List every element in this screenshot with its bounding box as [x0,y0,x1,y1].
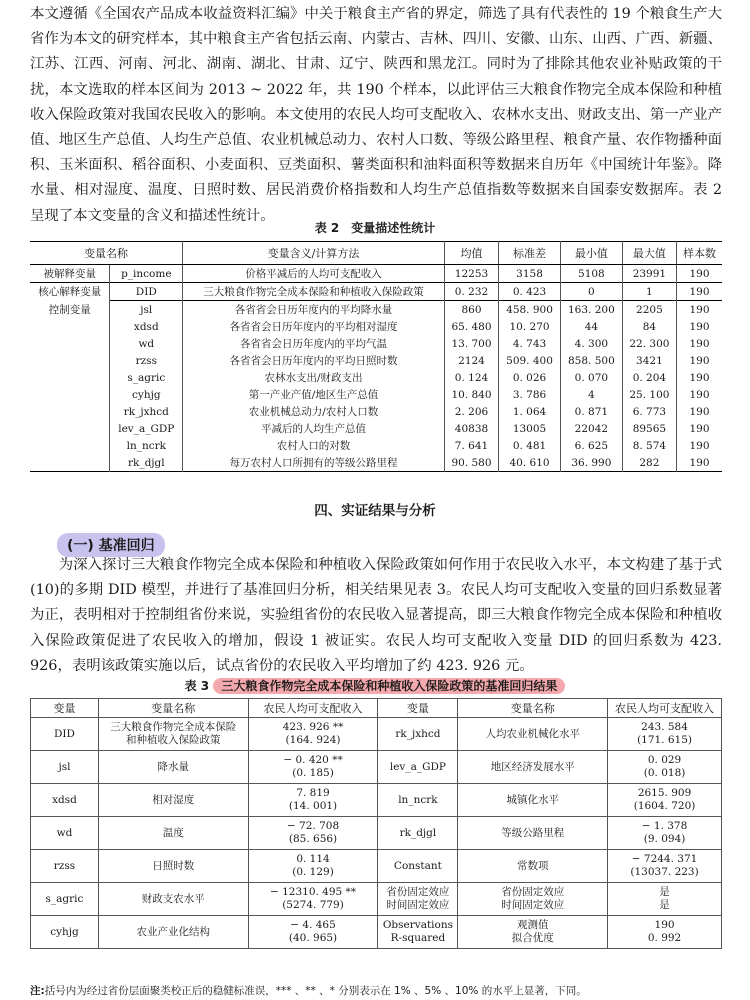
table3-header-cell: 农民人均可支配收入 [248,699,378,718]
table3-cell [608,817,722,850]
table2-cell: 13005 [499,420,561,437]
table2-cell: 22042 [560,420,622,437]
table3-cell [248,850,378,883]
table2-cell: 农业机械总动力/农村人口数 [183,403,445,420]
table2-cell: 2. 206 [444,403,498,420]
table2-cell [30,420,110,437]
table2-cell: 1. 064 [499,403,561,420]
table3-cell-line: (14. 001) [288,800,338,812]
table2-cell: 190 [676,403,722,420]
table2-cell: 0. 481 [499,437,561,454]
table2-cell: 价格平减后的人均可支配收入 [183,265,445,283]
table3-row [31,784,722,817]
table3-cell: jsl [31,751,99,784]
footnote-label: 注: [30,985,45,997]
table3-cell: wd [31,817,99,850]
table2-cell: 190 [676,386,722,403]
table3-row [31,751,722,784]
table2-header-row [30,242,722,265]
table2-cell: 23991 [622,265,676,283]
table2-cell: 163. 200 [560,301,622,319]
table2-cell: 860 [444,301,498,319]
table2-cell: 190 [676,335,722,352]
table2-cell: xdsd [110,318,183,335]
table3-row [31,718,722,751]
table3-caption [0,677,750,694]
table3-header-cell: 农民人均可支配收入 [608,699,722,718]
table2-cell: wd [110,335,183,352]
table2-cell [30,352,110,369]
table2-row [30,352,722,369]
table3-caption-highlight: 三大粮食作物完全成本保险和种植收入保险政策的基准回归结果 [213,678,565,694]
table2-cell: 2205 [622,301,676,319]
table2-row [30,265,722,283]
table3-cell [98,718,248,751]
table2-cell: lev_a_GDP [110,420,183,437]
table2-cell: 被解释变量 [30,265,110,283]
table3-cell-line: 0. 029 [647,754,682,766]
table2-cell: cyhjg [110,386,183,403]
table2-cell: 每万农村人口所拥有的等级公路里程 [183,454,445,472]
table2-cell: 3. 786 [499,386,561,403]
table3-cell-line: 降水量 [157,760,190,773]
table3-cell-line: (40. 965) [288,932,338,944]
table3-cell-line: − 4. 465 [290,919,336,931]
table2-cell [30,318,110,335]
table2-cell: 0. 423 [499,283,561,301]
table2-cell: ln_ncrk [110,437,183,454]
table3-cell [608,883,722,916]
table3-row [31,916,722,949]
table3-cell-line: 日照时数 [152,859,195,872]
table3-cell-line: − 72. 708 [286,820,340,832]
table2-cell: 6. 625 [560,437,622,454]
table3-cell [458,817,608,850]
table2-row [30,386,722,403]
table3-cell-line: 常数项 [517,859,549,872]
table3-cell: cyhjg [31,916,99,949]
table2-cell: 190 [676,318,722,335]
table2-cell: 0. 871 [560,403,622,420]
table3-cell [458,850,608,883]
table3-cell-line: (0. 129) [292,866,334,878]
table2-header-cell: 最大值 [622,242,676,265]
table2-cell: 10. 270 [499,318,561,335]
table2-cell: 282 [622,454,676,472]
table3-cell-line: (164. 924) [285,734,341,746]
table3-regression-results [30,698,722,949]
table2-cell: 10. 840 [444,386,498,403]
table2-cell: 8. 574 [622,437,676,454]
table3-cell-line: (85. 656) [288,833,338,845]
table3-cell [248,784,378,817]
table2-cell: 0. 124 [444,369,498,386]
table3-cell-line: 温度 [162,826,184,839]
table2-row [30,403,722,420]
table2-header-cell: 样本数 [676,242,722,265]
table2-cell: 7. 641 [444,437,498,454]
table2-cell: 6. 773 [622,403,676,420]
table3-cell-line: 0. 992 [647,932,682,944]
table3-cell [378,751,458,784]
table3-cell-line: (5274. 779) [282,899,344,911]
table2-cell: s_agric [110,369,183,386]
table3-cell [98,850,248,883]
table2-cell: rzss [110,352,183,369]
table2-cell: 0. 232 [444,283,498,301]
table2-cell [30,386,110,403]
section-title: 四、实证结果与分析 [314,503,436,519]
table2-row [30,420,722,437]
table2-cell: 509. 400 [499,352,561,369]
table3-cell-line: 三大粮食作物完全成本保险 [110,721,237,733]
table2-cell [30,369,110,386]
table3-cell-line: 省份固定效应 [501,886,565,898]
table3-cell-line: 拟合优度 [511,932,554,944]
body-paragraph-1: 本文遵循《全国农产品成本收益资料汇编》中关于粮食主产省的界定，筛选了具有代表性的 19 个粮食生产大省作为本文的研究样本，其中粮食主产省包括云南、内蒙古、吉林、四川、安徽、山东、山西、广西、新疆、江苏、江西、河南、河北、湖南、湖北、甘肃、辽宁、陕西和黑龙江。同时为了排除其他农业补贴政策的干扰，本文选取的样本区间为 2013 ~ 2022 年，共 190 个样本，以此评估三大粮食作物完全成本保险和种植收入保险政策对我国农民收入的影响。本文使用的农民人均可支配收入、农林水支出、财政支出、第一产业产值、地区生产总值、人均生产总值、农业机械总动力、农村人口数、等级公路里程、粮食产量、农作物播种面积、玉米面积、稻谷面积、小麦面积、豆类面积、薯类面积和油料面积等数据来自历年《中国统计年鉴》。降水量、相对湿度、温度、日照时数、居民消费价格指数和人均生产总值指数等数据来自国泰安数据库。表 2 呈现了本文变量的含义和描述性统计。 [30,6,722,224]
table2-cell: 4 [560,386,622,403]
table3-cell-line: Observations [382,919,454,931]
table2-cell: 0. 204 [622,369,676,386]
table2-cell: 0. 026 [499,369,561,386]
table3-cell-line: 243. 584 [641,721,688,733]
table3-cell-line: 2615. 909 [637,787,692,799]
table2-cell: 三大粮食作物完全成本保险和种植收入保险政策 [183,283,445,301]
table3-cell: xdsd [31,784,99,817]
table3-cell [378,916,458,949]
table2-cell: p_income [110,265,183,283]
table3-cell-line: 人均农业机械化水平 [485,727,580,740]
table2-cell: 190 [676,352,722,369]
table3-cell-line: (0. 185) [292,767,334,779]
table2-cell: 控制变量 [30,301,110,319]
table2-descriptive-stats [30,241,722,472]
table3-cell-line: 相对湿度 [152,793,195,806]
table2-cell: 平减后的人均生产总值 [183,420,445,437]
table2-cell: 190 [676,301,722,319]
table2-row [30,454,722,472]
table3-cell-line: 等级公路里程 [501,826,565,839]
table2-row [30,283,722,301]
table2-header-cell: 变量名称 [30,242,183,265]
table3-cell-line: (9. 094) [643,833,686,845]
table3-cell-line: 时间固定效应 [501,899,565,911]
table2-cell: 第一产业产值/地区生产总值 [183,386,445,403]
table3-cell [608,784,722,817]
table2-header-cell: 最小值 [560,242,622,265]
table3-cell-line: (1604. 720) [633,800,696,812]
table2-cell: 3421 [622,352,676,369]
table3-cell [98,817,248,850]
table3-cell [248,916,378,949]
table2-header-cell: 标准差 [499,242,561,265]
subsection-title: (一) 基准回归 [57,533,165,557]
table2-cell: 2124 [444,352,498,369]
table2-cell: 190 [676,265,722,283]
table2-cell: rk_jxhcd [110,403,183,420]
table2-cell: 核心解释变量 [30,283,110,301]
table2-cell: 40838 [444,420,498,437]
table3-cell: s_agric [31,883,99,916]
table2-cell [30,403,110,420]
table2-header-cell: 均值 [444,242,498,265]
table3-cell-line: 地区经济发展水平 [490,760,575,773]
table3-cell [98,751,248,784]
table3-cell [248,718,378,751]
table3-body [31,718,722,949]
table3-row [31,850,722,883]
table3-cell-line: (13037. 223) [630,866,699,878]
table3-cell [608,751,722,784]
table3-cell-line: rk_jxhcd [395,727,441,740]
table3-cell-line: 财政支农水平 [141,892,205,905]
table3-cell-line: (0. 018) [643,767,686,779]
table3-cell [98,784,248,817]
table2-row [30,437,722,454]
table3-header-cell: 变量名称 [98,699,248,718]
table2-cell [30,335,110,352]
table2-cell: 各省省会日历年度内的平均相对湿度 [183,318,445,335]
table2-cell: 190 [676,420,722,437]
table3-cell [458,751,608,784]
table2-cell: 农村人口的对数 [183,437,445,454]
table2-row [30,301,722,319]
table3-cell-line: Constant [393,859,442,872]
table3-cell-line: − 12310. 495 ** [269,886,357,898]
table3-cell [378,784,458,817]
table3-cell [98,883,248,916]
table3-cell-line: 7. 819 [296,787,330,799]
table3-cell [378,718,458,751]
table2-cell: 36. 990 [560,454,622,472]
table2-cell: rk_djgl [110,454,183,472]
table3-cell [608,916,722,949]
table3-cell [608,718,722,751]
table3-cell [248,883,378,916]
table3-cell [248,817,378,850]
table3-cell-line: rk_djgl [399,826,437,839]
table3-cell-line: 城镇化水平 [506,793,559,806]
table2-cell: 农林水支出/财政支出 [183,369,445,386]
table2-caption: 表 2 变量描述性统计 [314,221,436,235]
table2-cell: 13. 700 [444,335,498,352]
table2-cell: 各省省会日历年度内的平均日照时数 [183,352,445,369]
table3-cell-line: 观测值 [517,919,549,931]
table2-cell: 各省省会日历年度内的平均降水量 [183,301,445,319]
table3-cell [458,784,608,817]
table2-cell: 858. 500 [560,352,622,369]
body-paragraph-2: 为深入探讨三大粮食作物完全成本保险和种植收入保险政策如何作用于农民收入水平，本文构建了基于式(10)的多期 DID 模型，并进行了基准回归分析，相关结果见表 3。农民人均可支配收入变量的回归系数显著为正，表明相对于控制组省份来说，实验组省份的农民收入显著提高，即三大粮食作物完全成本保险和种植收入保险政策促进了农民收入的增加，假设 1 被证实。农民人均可支配收入变量 DID 的回归系数为 423. 926，表明该政策实施以后，试点省份的农民收入平均增加了约 423. 926 元。 [30,557,722,674]
table3-cell-line: 是 [659,899,670,911]
table3-header-cell: 变量 [31,699,99,718]
table2-cell: 40. 610 [499,454,561,472]
table3-cell-line: 190 [654,919,675,931]
table2-row [30,335,722,352]
table3-cell-line: 和种植收入保险政策 [126,734,221,746]
table2-cell: 4. 743 [499,335,561,352]
table3-cell-line: 423. 926 ** [282,721,344,733]
table3-cell-line: − 1. 378 [641,820,688,832]
table3-row [31,883,722,916]
table3-cell-line: R-squared [390,932,446,944]
table2-row [30,369,722,386]
table2-cell: 22. 300 [622,335,676,352]
table2-cell: 190 [676,369,722,386]
table3-cell-line: 是 [659,886,670,898]
table2-cell [30,437,110,454]
table2-cell: 190 [676,454,722,472]
table2-cell: 89565 [622,420,676,437]
table3-row [31,817,722,850]
table3-cell-line: 0. 114 [296,853,330,865]
table3-cell-line: ln_ncrk [398,793,438,806]
table3-cell [458,718,608,751]
table2-cell: 458. 900 [499,301,561,319]
table3-cell-line: (171. 615) [637,734,693,746]
table3-cell: DID [31,718,99,751]
table3-cell [98,916,248,949]
table2-cell: 190 [676,437,722,454]
table2-cell: 各省省会日历年度内的平均气温 [183,335,445,352]
table2-cell: 25. 100 [622,386,676,403]
table3-cell [378,883,458,916]
table2-cell: 1 [622,283,676,301]
table2-cell: 0. 070 [560,369,622,386]
table3-cell-line: 时间固定效应 [386,899,450,911]
table3-header-row [31,699,722,718]
table3-header-cell: 变量 [378,699,458,718]
table3-cell [458,883,608,916]
table3-caption-prefix: 表 3 [184,679,210,693]
table3-cell-line: 省份固定效应 [386,886,450,898]
table2-cell: 3158 [499,265,561,283]
table3-cell [378,817,458,850]
table2-body [30,265,722,472]
table2-row [30,318,722,335]
table3-cell: rzss [31,850,99,883]
table2-cell [30,454,110,472]
footnote-text: 括号内为经过省份层面聚类校正后的稳健标准误，*** 、** 、* 分别表示在 1% 、5% 、10% 的水平上显著，下同。 [44,985,587,997]
table3-cell [608,850,722,883]
table2-cell: 190 [676,283,722,301]
table3-cell-line: lev_a_GDP [389,760,446,773]
table3-cell-line: − 7244. 371 [631,853,698,865]
table3-cell [248,751,378,784]
table2-cell: 84 [622,318,676,335]
table2-cell: DID [110,283,183,301]
table2-cell: 65. 480 [444,318,498,335]
table3-cell [458,916,608,949]
table3-cell-line: 农业产业化结构 [136,925,211,938]
table2-cell: jsl [110,301,183,319]
table2-cell: 12253 [444,265,498,283]
table2-cell: 0 [560,283,622,301]
table2-cell: 44 [560,318,622,335]
table2-cell: 5108 [560,265,622,283]
table-footnote [30,983,587,998]
table3-cell [378,850,458,883]
table2-cell: 90. 580 [444,454,498,472]
table3-cell-line: − 0. 420 ** [283,754,343,766]
table2-header-cell: 变量含义/计算方法 [183,242,445,265]
table3-header-cell: 变量名称 [458,699,608,718]
table2-cell: 4. 300 [560,335,622,352]
